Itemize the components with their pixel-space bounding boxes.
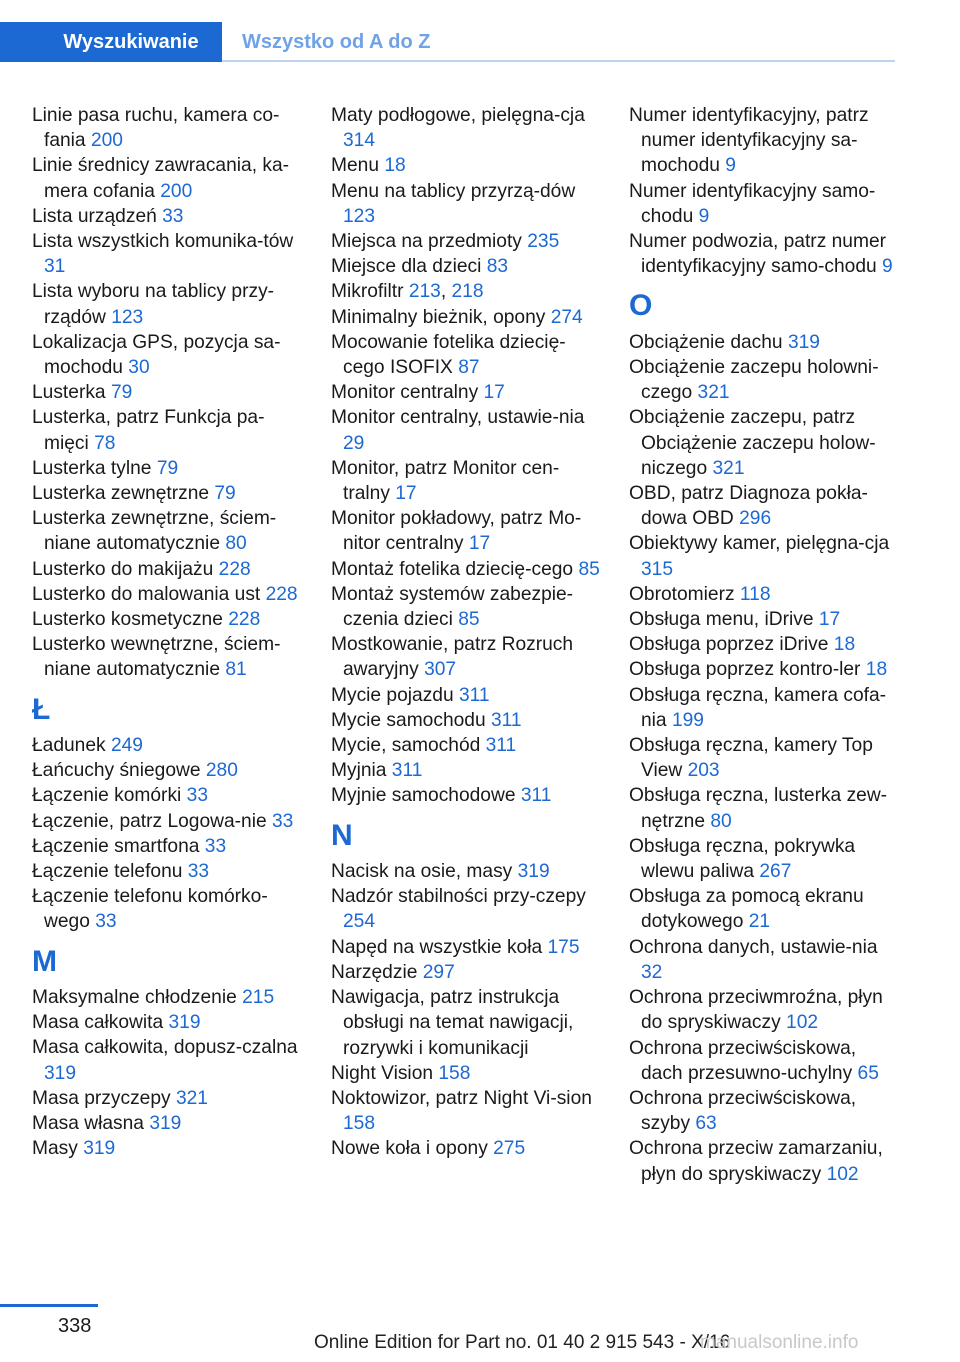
page-reference-link[interactable]: 80: [710, 810, 732, 832]
page-reference-link[interactable]: 319: [168, 1012, 201, 1034]
index-entry: [32, 229, 307, 279]
page-reference-link[interactable]: 79: [214, 483, 236, 505]
index-entry: [629, 1036, 899, 1086]
index-entry-text: Mycie pojazdu: [331, 684, 454, 706]
index-entry-text: Obsługa poprzez kontro‐ler: [629, 659, 861, 681]
index-column-1: [32, 103, 307, 1162]
index-entry-text: Menu: [331, 155, 379, 177]
page-reference-link[interactable]: 21: [748, 911, 771, 933]
page-reference-link[interactable]: 32: [641, 961, 663, 983]
page-reference-link[interactable]: 102: [826, 1163, 859, 1185]
index-entry-text: Lusterka: [32, 382, 106, 404]
index-entry-text: Linie pasa ruchu, kamera co‐fania: [32, 105, 280, 152]
index-entry-text: Łączenie telefonu: [32, 861, 183, 883]
index-entry-text: OBD, patrz Diagnoza pokła‐dowa OBD: [629, 483, 868, 530]
page-reference-link[interactable]: 31: [44, 256, 66, 278]
page-reference-link[interactable]: 319: [517, 861, 550, 883]
index-entry: [32, 758, 307, 783]
index-entry: [331, 758, 606, 783]
page-reference-link[interactable]: 29: [343, 432, 365, 454]
index-entry-text: Ochrona przeciwmroźna, płyn do spryskiwaczy: [629, 987, 883, 1034]
index-entry: [629, 985, 899, 1035]
index-entry-text: Obsługa poprzez iDrive: [629, 634, 829, 656]
index-entry-text: Masy: [32, 1138, 78, 1160]
index-entry: [331, 632, 606, 682]
index-entry-text: Obciążenie zaczepu, patrz Obciążenie zaczepu holow‐niczego: [629, 407, 876, 479]
page-reference-link[interactable]: 321: [175, 1087, 208, 1109]
index-entry: [32, 884, 307, 934]
index-entry-text: Obsługa menu, iDrive: [629, 609, 814, 631]
index-entry-text: Mocowanie fotelika dziecię‐cego ISOFIX: [331, 331, 566, 379]
page-number: 338: [58, 1315, 92, 1337]
index-entry-text: Obiektywy kamer, pielęgna‐cja: [629, 533, 890, 555]
index-entry: [32, 783, 307, 808]
index-entry: [629, 179, 899, 229]
page-reference-link[interactable]: 85: [578, 558, 600, 580]
index-entry: [331, 254, 606, 279]
page-reference-link[interactable]: 267: [759, 861, 792, 883]
page-reference-link[interactable]: 228: [218, 558, 251, 580]
index-entry: [331, 1061, 606, 1086]
index-entry-text: Numer identyfikacyjny samo‐chodu: [629, 180, 876, 227]
index-entry-text: Masa całkowita: [32, 1012, 164, 1034]
page-reference-link[interactable]: 65: [857, 1062, 879, 1084]
index-entry: [331, 380, 606, 405]
index-entry-text: Nacisk na osie, masy: [331, 861, 513, 883]
page-reference-link[interactable]: 203: [687, 760, 720, 782]
index-entry: [32, 859, 307, 884]
page-reference-link[interactable]: 158: [438, 1062, 471, 1084]
index-entry: [32, 279, 307, 329]
index-entry-text: Masa przyczepy: [32, 1087, 171, 1109]
index-entry-text: Minimalny bieżnik, opony: [331, 306, 546, 328]
page-reference-link[interactable]: 78: [94, 432, 116, 454]
index-entry-text: Maty podłogowe, pielęgna‐cja: [331, 105, 585, 126]
index-entry: [331, 683, 606, 708]
page-reference-link[interactable]: 87: [458, 357, 480, 379]
index-entry: [331, 884, 606, 934]
index-entry-text: Numer identyfikacyjny, patrz numer identyfikacyjny sa‐mochodu: [629, 105, 869, 177]
index-entry: [32, 607, 307, 632]
index-entry-text: Lokalizacja GPS, pozycja sa‐mochodu: [32, 331, 281, 379]
index-entry-text: Masa własna: [32, 1113, 144, 1135]
index-letter-heading: M: [32, 944, 57, 978]
page-reference-link[interactable]: 18: [384, 155, 406, 177]
index-entry-text: Obciążenie zaczepu holowni‐czego: [629, 357, 879, 404]
index-entry: [629, 733, 899, 783]
page-reference-link[interactable]: 315: [641, 558, 674, 580]
index-letter-heading: N: [331, 818, 353, 852]
index-entry-text: Ochrona przeciw zamarzaniu, płyn do spryskiwaczy: [629, 1138, 883, 1185]
index-entry: [32, 985, 307, 1010]
index-entry-text: Miejsca na przedmioty: [331, 231, 522, 253]
index-entry: Mikrofiltr 213, 218: [331, 281, 484, 303]
index-entry-text: Mikrofiltr: [331, 281, 404, 303]
page-reference-link[interactable]: 200: [160, 180, 193, 202]
page-reference-link[interactable]: 33: [187, 861, 210, 883]
index-entry-text: Lusterko do makijażu: [32, 558, 214, 580]
index-entry-text: Ochrona przeciwściskowa, dach przesuwno-uchylny: [629, 1037, 857, 1084]
index-letter-heading: O: [629, 289, 653, 323]
index-entry: [32, 557, 307, 582]
index-entry: [629, 1086, 899, 1136]
index-entry: [331, 935, 606, 960]
index-entry-text: Mostkowanie, patrz Rozruch awaryjny: [331, 634, 574, 681]
index-entry-text: Night Vision: [331, 1062, 434, 1084]
index-entry-text: Montaż systemów zabezpie‐czenia dzieci: [331, 583, 574, 631]
index-entry: [331, 103, 606, 153]
index-entry: [32, 506, 307, 556]
page-reference-link[interactable]: 80: [225, 533, 247, 555]
index-entry-text: Ochrona przeciwściskowa, szyby: [629, 1087, 857, 1135]
index-entry: [32, 1035, 307, 1085]
page-reference-link[interactable]: 123: [111, 306, 144, 328]
index-entry: [32, 1111, 307, 1136]
index-entry: [32, 456, 307, 481]
index-entry: [331, 179, 606, 229]
page-reference-link[interactable]: 79: [110, 382, 133, 404]
index-entry-text: Myjnia: [331, 760, 387, 782]
index-entry-text: Obciążenie dachu: [629, 331, 783, 353]
index-entry: [32, 153, 307, 203]
index-entry: [331, 456, 606, 506]
index-entry: [331, 985, 606, 1061]
index-entry-text: Noktowizor, patrz Night Vi‐sion: [331, 1087, 592, 1109]
edition-footer: Online Edition for Part no. 01 40 2 915 543 - X/16: [314, 1332, 731, 1353]
index-entry: [331, 506, 606, 556]
index-entry: [32, 809, 307, 834]
page-reference-link[interactable]: 175: [547, 936, 580, 958]
index-entry-text: Lista urządzeń: [32, 205, 157, 227]
footer-divider: [0, 1304, 98, 1307]
index-entry: [629, 834, 899, 884]
index-entry-text: Obrotomierz: [629, 583, 735, 605]
index-entry: [629, 935, 899, 985]
index-entry: [331, 1136, 606, 1161]
page-reference-link[interactable]: 158: [343, 1113, 376, 1135]
index-entry-text: Lusterka tylne: [32, 457, 152, 479]
index-entry-text: Nawigacja, patrz instrukcja obsługi na temat nawigacji, rozrywki i komunikacji: [331, 987, 574, 1059]
index-entry-text: Nowe koła i opony: [331, 1138, 488, 1160]
page-reference-link[interactable]: 307: [424, 659, 457, 681]
index-entry-text: Lusterka, patrz Funkcja pa‐mięci: [32, 407, 265, 454]
index-entry-text: Linie średnicy zawracania, ka‐mera cofania: [32, 155, 290, 202]
index-entry: [32, 405, 307, 455]
index-entry: [331, 582, 606, 632]
index-entry: [629, 330, 899, 355]
index-entry-text: Masa całkowita, dopusz‐czalna: [32, 1037, 298, 1059]
index-entry: [331, 1086, 606, 1136]
page-reference-link[interactable]: 18: [865, 659, 888, 681]
index-entry-text: Obsługa ręczna, lusterka zew‐nętrzne: [629, 785, 888, 832]
watermark: manualsonline.info: [700, 1332, 859, 1353]
index-entry: [32, 1010, 307, 1035]
index-entry-text: Lusterka zewnętrzne, ściem‐niane automatycznie: [32, 508, 277, 555]
index-entry-text: Lista wyboru na tablicy przy‐rządów: [32, 281, 275, 328]
index-entry: [629, 657, 899, 682]
index-entry: [629, 103, 899, 179]
page-reference-link[interactable]: 311: [490, 709, 522, 731]
header-divider: [222, 60, 895, 62]
page-reference-link[interactable]: 33: [204, 835, 227, 857]
index-entry-text: Numer podwozia, patrz numer identyfikacyjny samo‐chodu: [629, 231, 887, 278]
page-reference-link[interactable]: 200: [90, 130, 123, 152]
page-reference-link[interactable]: 213: [408, 281, 441, 303]
index-entry-text: Menu na tablicy przyrzą‐dów: [331, 180, 576, 202]
index-entry: [331, 708, 606, 733]
index-entry: [629, 582, 899, 607]
page-reference-link[interactable]: 33: [186, 785, 208, 807]
page-reference-link[interactable]: 17: [395, 483, 417, 505]
index-entry: [32, 582, 307, 607]
index-entry-text: Montaż fotelika dziecię‐cego: [331, 558, 574, 580]
index-column-3: [629, 103, 899, 1187]
page-reference-link[interactable]: 18: [833, 634, 856, 656]
page-reference-link[interactable]: 280: [205, 760, 238, 782]
index-entry: [331, 405, 606, 455]
index-entry: [629, 607, 899, 632]
page-reference-link[interactable]: 296: [739, 508, 772, 530]
page-reference-link[interactable]: 9: [698, 205, 710, 227]
index-entry: [629, 355, 899, 405]
page-reference-link[interactable]: 228: [228, 609, 261, 631]
index-entry-text: Łączenie komórki: [32, 785, 182, 807]
page-reference-link[interactable]: 33: [272, 810, 294, 832]
index-entry: [331, 305, 606, 330]
index-entry-text: Lista wszystkich komunika‐tów: [32, 231, 294, 253]
page-reference-link[interactable]: 319: [83, 1138, 116, 1160]
index-entry: [331, 960, 606, 985]
page-reference-link[interactable]: 254: [343, 911, 376, 933]
index-entry-text: Lusterka zewnętrzne: [32, 483, 210, 505]
index-column-2: [331, 103, 606, 1162]
page-reference-link[interactable]: 85: [458, 609, 480, 631]
index-entry: [629, 884, 899, 934]
index-letter-heading: Ł: [32, 692, 51, 726]
page-reference-link[interactable]: 319: [787, 331, 820, 353]
page-reference-link[interactable]: 33: [162, 205, 184, 227]
page-reference-link[interactable]: 228: [265, 583, 298, 605]
page-reference-link[interactable]: 297: [422, 961, 455, 983]
index-entry: [331, 330, 606, 380]
index-entry-text: Mycie, samochód: [331, 735, 481, 757]
page-reference-link[interactable]: 17: [818, 609, 841, 631]
page-reference-link[interactable]: 30: [128, 357, 150, 379]
index-entry-text: Łączenie smartfona: [32, 835, 200, 857]
index-entry-text: Maksymalne chłodzenie: [32, 987, 237, 1009]
index-entry-text: Mycie samochodu: [331, 709, 486, 731]
page-reference-link[interactable]: 311: [459, 684, 490, 706]
page-reference-link[interactable]: 215: [242, 987, 275, 1009]
index-entry: [629, 1136, 899, 1186]
index-entry: [32, 1086, 307, 1111]
index-entry: [32, 330, 307, 380]
index-entry: [331, 229, 606, 254]
page-reference-link[interactable]: 102: [786, 1012, 819, 1034]
index-entry: [32, 103, 307, 153]
index-entry: [331, 733, 606, 758]
page-reference-link[interactable]: 79: [156, 457, 179, 479]
index-entry: [32, 733, 307, 758]
index-entry-text: Lusterko do malowania ust: [32, 583, 261, 605]
index-entry-text: Myjnie samochodowe: [331, 785, 516, 807]
page-reference-link[interactable]: 9: [725, 155, 736, 177]
page-reference-link[interactable]: 123: [343, 205, 376, 227]
index-entry: [629, 683, 899, 733]
index-entry: [629, 783, 899, 833]
tab-wszystko-od-a-do-z[interactable]: Wszystko od A do Z: [242, 30, 431, 53]
index-entry-text: Ochrona danych, ustawie‐nia: [629, 936, 878, 958]
page-reference-link[interactable]: 199: [671, 709, 704, 731]
page-reference-link[interactable]: 218: [451, 281, 484, 303]
page-reference-link[interactable]: 321: [697, 382, 730, 404]
index-entry-text: Łączenie telefonu komórko‐wego: [32, 886, 268, 933]
index-entry: [629, 531, 899, 581]
index-entry-text: Monitor centralny, ustawie‐nia: [331, 407, 585, 429]
index-entry-text: Monitor, patrz Monitor cen‐tralny: [331, 457, 560, 505]
index-entry-text: Łańcuchy śniegowe: [32, 760, 201, 782]
index-entry: [331, 153, 606, 178]
tab-wyszukiwanie[interactable]: Wyszukiwanie: [0, 22, 222, 62]
index-entry-text: Obsługa ręczna, kamery Top View: [629, 735, 873, 782]
index-entry: [629, 229, 899, 279]
page-reference-link[interactable]: 319: [44, 1062, 77, 1084]
index-entry-text: Nadzór stabilności przy‐czepy: [331, 886, 586, 908]
page-reference-link[interactable]: 249: [110, 735, 143, 757]
index-entry-text: Lusterko wewnętrzne, ściem‐niane automatycznie: [32, 634, 281, 681]
index-entry-text: Lusterko kosmetyczne: [32, 609, 223, 631]
index-entry-text: Łączenie, patrz Logowa‐nie: [32, 810, 267, 832]
page-reference-link[interactable]: 17: [483, 382, 505, 404]
index-entry-text: Obsługa za pomocą ekranu dotykowego: [629, 886, 864, 933]
page-reference-link[interactable]: 17: [468, 533, 491, 555]
page-reference-link[interactable]: 81: [225, 659, 247, 681]
index-entry: [32, 834, 307, 859]
index-entry: [629, 632, 899, 657]
index-entry-text: Napęd na wszystkie koła: [331, 936, 543, 958]
index-entry-text: Obsługa ręczna, pokrywka wlewu paliwa: [629, 835, 856, 883]
index-entry: [331, 783, 606, 808]
page-reference-link[interactable]: 63: [695, 1113, 717, 1135]
header-bar: [0, 22, 895, 64]
index-entry: [32, 204, 307, 229]
index-entry: [629, 481, 899, 531]
page-reference-link[interactable]: 235: [527, 231, 560, 253]
index-entry-text: Narzędzie: [331, 961, 418, 983]
index-entry: [32, 1136, 307, 1161]
page-reference-link[interactable]: 314: [343, 130, 376, 152]
index-entry-text: Monitor centralny: [331, 382, 479, 404]
page-reference-link[interactable]: 274: [550, 306, 583, 328]
index-entry: [32, 481, 307, 506]
index-entry: [629, 405, 899, 481]
index-entry-text: Ładunek: [32, 735, 106, 757]
index-entry: [331, 859, 606, 884]
page-reference-link[interactable]: 275: [493, 1138, 526, 1160]
page-reference-link[interactable]: 9: [882, 256, 893, 278]
index-entry-text: Obsługa ręczna, kamera cofa‐nia: [629, 684, 887, 731]
index-entry: [32, 380, 307, 405]
page-reference-link[interactable]: 311: [520, 785, 552, 807]
page-reference-link[interactable]: 319: [149, 1113, 182, 1135]
index-entry-text: Monitor pokładowy, patrz Mo‐nitor centralny: [331, 508, 582, 555]
page-reference-link[interactable]: 33: [95, 911, 117, 933]
page-reference-link[interactable]: 83: [486, 256, 509, 278]
page-reference-link[interactable]: 311: [391, 760, 423, 782]
index-entry: [331, 557, 606, 582]
index-entry: [32, 632, 307, 682]
page-reference-link[interactable]: 118: [739, 583, 771, 605]
index-entry-text: Miejsce dla dzieci: [331, 256, 482, 278]
page-reference-link[interactable]: 321: [712, 457, 745, 479]
page-reference-link[interactable]: 311: [485, 735, 517, 757]
